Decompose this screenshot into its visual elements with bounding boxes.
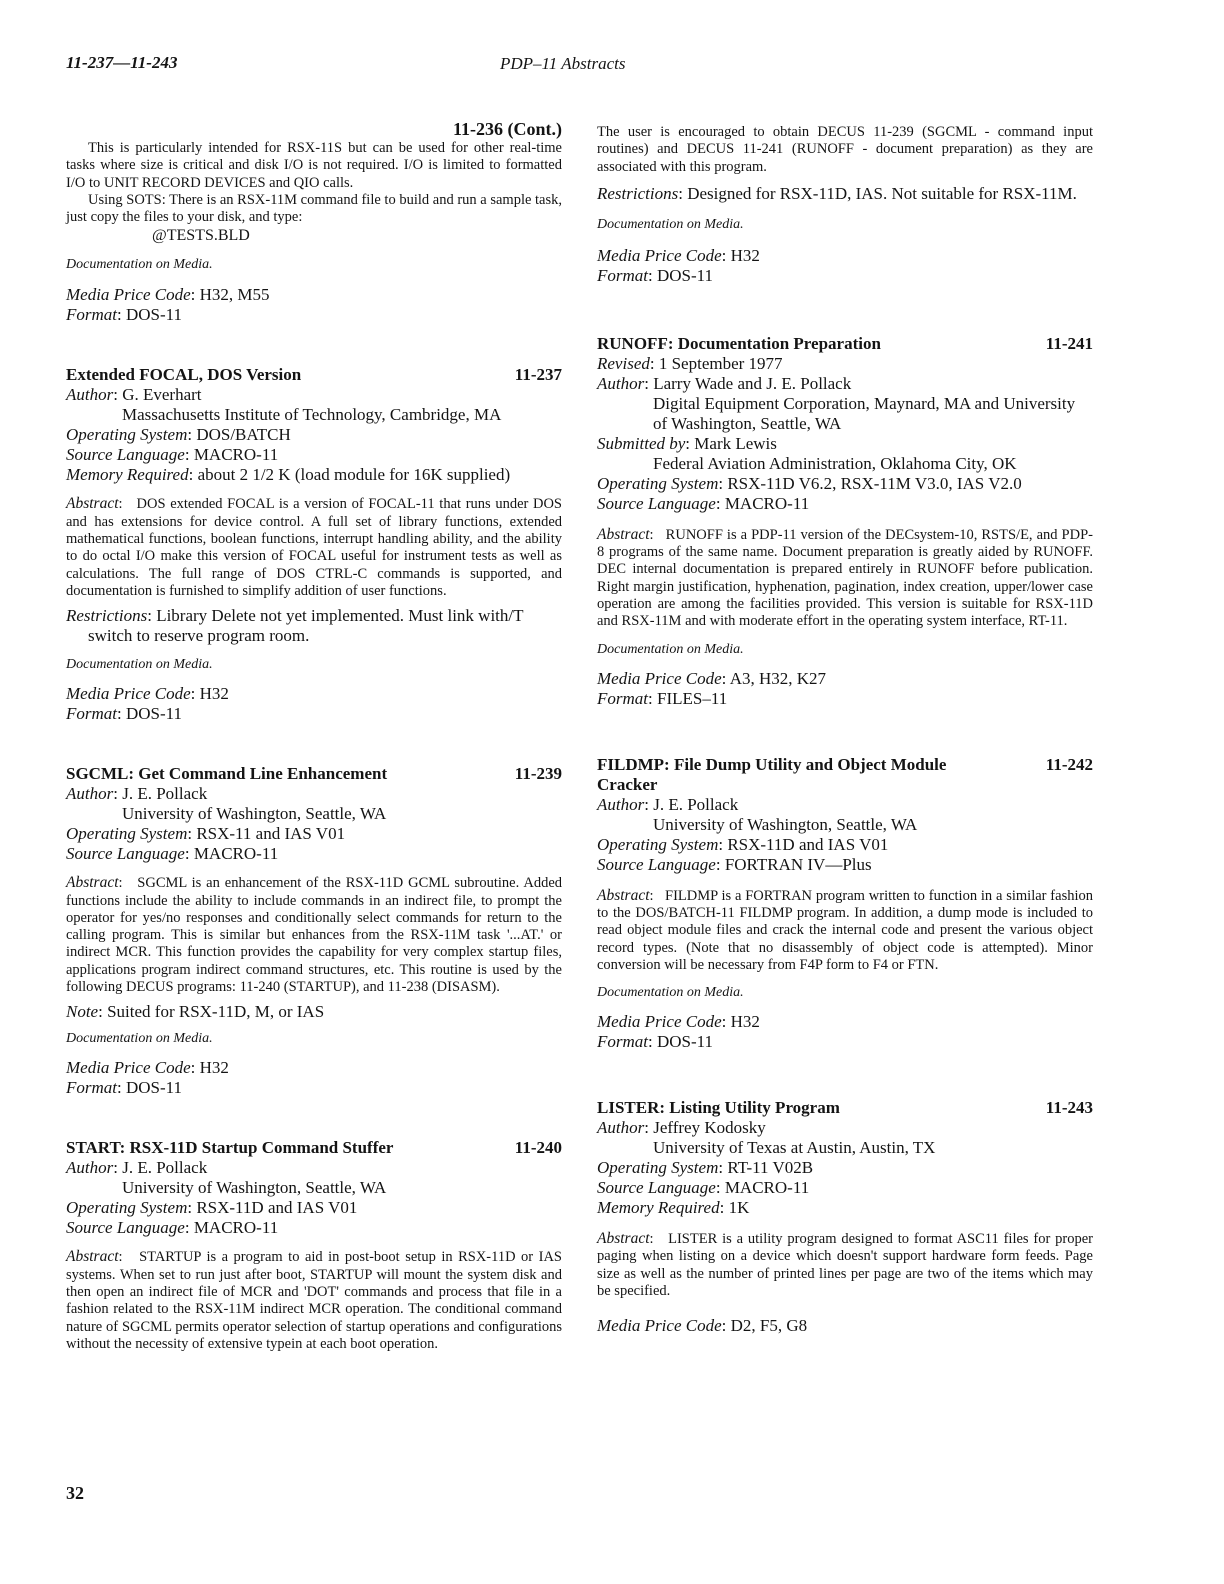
entry-number: 11-243 — [1045, 1098, 1093, 1118]
restrictions-label: Restrictions — [66, 606, 148, 626]
language-line: Source Language: MACRO-11 — [66, 445, 279, 465]
os-value: RSX-11 and IAS V01 — [196, 824, 346, 844]
price-value: D2, F5, G8 — [730, 1316, 808, 1336]
entry-title-row — [597, 334, 1093, 354]
price-label: Media Price Code — [597, 1012, 722, 1032]
format-value: DOS-11 — [656, 265, 714, 285]
entry-heading: 11-236 (Cont.) — [453, 119, 562, 139]
os-value: RSX-11D V6.2, RSX-11M V3.0, IAS V2.0 — [727, 473, 1022, 493]
language-value: MACRO-11 — [193, 445, 279, 465]
entry-number: 11-241 — [1045, 333, 1093, 353]
author-label: Author — [66, 784, 114, 804]
price-value: H32 — [199, 684, 229, 704]
author-value: Larry Wade and J. E. Pollack — [653, 373, 852, 393]
price-value: H32 — [730, 245, 760, 265]
entry-title-row — [66, 365, 562, 385]
format-value: DOS-11 — [125, 704, 183, 724]
price-line: Media Price Code: H32, M55 — [66, 285, 270, 305]
os-value: RT-11 V02B — [727, 1158, 814, 1178]
running-header-range: 11-237—11-243 — [66, 53, 178, 72]
revised-value: 1 September 1977 — [658, 353, 783, 373]
abstract-label: Abstract — [66, 495, 119, 513]
os-value: RSX-11D and IAS V01 — [727, 834, 889, 854]
affiliation: University of Washington, Seattle, WA — [653, 814, 918, 834]
os-label: Operating System — [597, 1158, 719, 1178]
entry-number: 11-237 — [514, 365, 562, 385]
entry-11-243 — [597, 1098, 1093, 1336]
os-value: RSX-11D and IAS V01 — [196, 1198, 358, 1218]
language-label: Source Language — [597, 1178, 716, 1198]
entry-11-241 — [597, 334, 1093, 709]
price-value: A3, H32, K27 — [729, 668, 827, 688]
price-line: Media Price Code: H32 — [66, 684, 229, 704]
entry-title-row — [66, 764, 562, 784]
affiliation: University of Washington, Seattle, WA — [122, 804, 387, 824]
revised-label: Revised — [597, 353, 650, 373]
language-line: Source Language: MACRO-11 — [66, 1218, 279, 1238]
author-value: Jeffrey Kodosky — [653, 1118, 766, 1138]
memory-value: about 2 1/2 K (load module for 16K supplied) — [197, 465, 511, 485]
format-line: Format: DOS-11 — [66, 1078, 183, 1098]
price-line: Media Price Code: D2, F5, G8 — [597, 1316, 808, 1336]
restrictions-line: Restrictions: Designed for RSX-11D, IAS. Not suitable for RSX-11M. — [597, 183, 1077, 203]
author-label: Author — [597, 373, 645, 393]
revised-line: Revised: 1 September 1977 — [597, 353, 783, 373]
abstract: Abstract: SGCML is an enhancement of the RSX-11D GCML subroutine. Added functions include the ability to include commands in an indirect file, to prompt the operator for yes/no responses and conditionally select commands for return to the calling program. This is similar but enhances from the RSX-11M task '...AT.' or indirect MCR. This function provides the capability for very complex startup files, applications program indirect command structures, etc. This routine is used by the following DECUS programs: 11-240 (STARTUP), and 11-238 (DISASM). — [66, 874, 563, 996]
entry-number: 11-242 — [1045, 754, 1093, 774]
author-line: Author: Larry Wade and J. E. Pollack — [597, 373, 852, 393]
author-value: J. E. Pollack — [122, 784, 208, 804]
price-line: Media Price Code: H32 — [597, 1012, 760, 1032]
memory-line: Memory Required: about 2 1/2 K (load module for 16K supplied) — [66, 465, 511, 485]
format-line: Format: DOS-11 — [66, 305, 183, 325]
format-value: DOS-11 — [125, 1078, 183, 1098]
entry-number: 11-239 — [514, 764, 562, 784]
format-line: Format: DOS-11 — [597, 265, 714, 285]
price-label: Media Price Code — [66, 285, 191, 305]
format-label: Format — [66, 704, 117, 724]
abstract: Abstract: DOS extended FOCAL is a version of FOCAL-11 that runs under DOS and has extensions for device control. A full set of library functions, extended mathematical functions, boolean functions, interrupt handling ability, and the ability to do octal I/O make this version of FOCAL useful for instrument tests as well as calculations. The full range of DOS CTRL-C commands is supported, and documentation is furnished to simplify addition of user functions. — [66, 495, 562, 599]
language-label: Source Language — [66, 1218, 185, 1238]
author-line: Author: J. E. Pollack — [597, 794, 739, 814]
language-label: Source Language — [597, 493, 716, 513]
author-line: Author: J. E. Pollack — [66, 784, 208, 804]
language-label: Source Language — [597, 854, 716, 874]
format-line: Format: FILES–11 — [597, 688, 728, 708]
note-line: Note: Suited for RSX-11D, M, or IAS — [66, 1002, 325, 1022]
abstract-text: DOS extended FOCAL is a version of FOCAL-11 that runs under DOS and has extensions for device control. A full set of library functions, extended mathematical functions, boolean functions, interrupt handling ability, and the ability to do octal I/O make this version of FOCAL useful for instrument tests as well as calculations. The full range of DOS CTRL-C commands is supported, and documentation is furnished to simplify addition of user functions. — [66, 496, 562, 599]
os-label: Operating System — [597, 834, 719, 854]
abstract: Abstract: FILDMP is a FORTRAN program written to function in a similar fashion to the DOS/BATCH-11 FILDMP program. In addition, a dump mode is included to read object module files and crack the internal code and present the various object record types. (Note that no disassembly of object code is attempted). Minor conversion will be necessary from F4P form to F4 or FTN. — [597, 886, 1093, 973]
os-value: DOS/BATCH — [196, 425, 291, 445]
price-label: Media Price Code — [597, 245, 722, 265]
os-label: Operating System — [597, 473, 719, 493]
format-value: FILES–11 — [656, 688, 728, 708]
affiliation-wrap — [597, 394, 1093, 434]
os-line: Operating System: RSX-11D and IAS V01 — [66, 1198, 358, 1218]
right-column — [597, 118, 1093, 1336]
language-line: Source Language: FORTRAN IV—Plus — [597, 854, 872, 874]
author-value: G. Everhart — [122, 385, 202, 405]
documentation-note: Documentation on Media. — [597, 985, 744, 1001]
command-line: @TESTS.BLD — [152, 227, 250, 245]
submitted-line: Submitted by: Mark Lewis — [597, 433, 777, 453]
format-value: DOS-11 — [125, 305, 183, 325]
format-value: DOS-11 — [656, 1032, 714, 1052]
restrictions-value: Designed for RSX-11D, IAS. Not suitable for RSX-11M. — [687, 183, 1077, 203]
submitted-label: Submitted by — [597, 433, 686, 453]
memory-label: Memory Required — [66, 465, 189, 485]
author-line: Author: J. E. Pollack — [66, 1158, 208, 1178]
price-line: Media Price Code: H32 — [66, 1058, 229, 1078]
entry-title: FILDMP: File Dump Utility and Object Module Cracker — [597, 754, 947, 794]
abstract: Abstract: LISTER is a utility program designed to format ASC11 files for proper paging when listing on a device which doesn't support hardware form feeds. Page size as well as the number of printed lines per page are two of the items which may be specified. — [597, 1230, 1094, 1300]
format-label: Format — [597, 265, 648, 285]
entry-11-240-cont — [597, 124, 1093, 286]
language-label: Source Language — [66, 844, 185, 864]
restrictions-value: Library Delete not yet implemented. Must link with/T switch to reserve program room. — [88, 606, 524, 646]
os-line: Operating System: RSX-11D and IAS V01 — [597, 834, 889, 854]
running-header-title: PDP–11 Abstracts — [500, 54, 626, 73]
author-value: J. E. Pollack — [653, 794, 739, 814]
os-label: Operating System — [66, 824, 188, 844]
paragraph: This is particularly intended for RSX-11S but can be used for other real-time tasks where size is critical and disk I/O is not required. I/O is limited to formatted I/O to UNIT RECORD DEVICES and QIO calls. — [66, 140, 562, 191]
left-column — [66, 118, 562, 1353]
language-value: MACRO-11 — [724, 493, 810, 513]
entry-11-236-cont — [66, 118, 562, 325]
entry-title: Extended FOCAL, DOS Version — [66, 365, 302, 385]
entry-11-237 — [66, 365, 562, 724]
language-value: MACRO-11 — [193, 844, 279, 864]
memory-label: Memory Required — [597, 1198, 720, 1218]
entry-11-242 — [597, 755, 1093, 1052]
language-line: Source Language: MACRO-11 — [66, 844, 279, 864]
format-label: Format — [66, 305, 117, 325]
affiliation: University of Washington, Seattle, WA — [122, 1178, 387, 1198]
price-label: Media Price Code — [66, 1058, 191, 1078]
abstract-text: FILDMP is a FORTRAN program written to function in a similar fashion to the DOS/BATCH-11 FILDMP program. In addition, a dump mode is included to read object module files and crack the internal code and present the various object record types. (Note that no disassembly of object code is attempted). Minor conversion will be necessary from F4P form to F4 or FTN. — [597, 887, 1093, 973]
page-number: 32 — [66, 1483, 84, 1503]
affiliation: University of Texas at Austin, Austin, TX — [653, 1138, 936, 1158]
documentation-note: Documentation on Media. — [597, 216, 744, 232]
memory-line: Memory Required: 1K — [597, 1198, 750, 1218]
price-label: Media Price Code — [597, 1316, 722, 1336]
os-line: Operating System: RT-11 V02B — [597, 1158, 814, 1178]
abstract-label: Abstract — [66, 874, 119, 892]
language-value: FORTRAN IV—Plus — [724, 854, 872, 874]
entry-title: START: RSX-11D Startup Command Stuffer — [66, 1138, 394, 1158]
memory-value: 1K — [728, 1198, 750, 1218]
author-label: Author — [66, 385, 114, 405]
abstract-label: Abstract — [597, 886, 650, 904]
entry-title-row — [66, 1138, 562, 1158]
price-line: Media Price Code: A3, H32, K27 — [597, 668, 827, 688]
os-label: Operating System — [66, 1198, 188, 1218]
entry-title-row — [597, 755, 1093, 795]
abstract-label: Abstract — [597, 1230, 650, 1248]
affiliation: Digital Equipment Corporation, Maynard, MA and University of Washington, Seattle, WA — [653, 393, 1076, 433]
os-label: Operating System — [66, 425, 188, 445]
language-line: Source Language: MACRO-11 — [597, 493, 810, 513]
entry-11-240 — [66, 1138, 562, 1353]
language-label: Source Language — [66, 445, 185, 465]
submitted-value: Mark Lewis — [694, 433, 777, 453]
format-line: Format: DOS-11 — [597, 1032, 714, 1052]
price-label: Media Price Code — [66, 684, 191, 704]
format-label: Format — [597, 688, 648, 708]
affiliation: Federal Aviation Administration, Oklahoma City, OK — [653, 453, 1017, 473]
os-line: Operating System: RSX-11D V6.2, RSX-11M V3.0, IAS V2.0 — [597, 473, 1022, 493]
price-value: H32, M55 — [199, 285, 270, 305]
price-label: Media Price Code — [597, 668, 722, 688]
entry-title: SGCML: Get Command Line Enhancement — [66, 764, 388, 784]
entry-11-239 — [66, 764, 562, 1098]
abstract-text: LISTER is a utility program designed to format ASC11 files for proper paging when listing on a device which doesn't support hardware form feeds. Page size as well as the number of printed lines per page are two of the items which may be specified. — [597, 1231, 1094, 1300]
author-label: Author — [66, 1158, 114, 1178]
restrictions-label: Restrictions — [597, 183, 679, 203]
documentation-note: Documentation on Media. — [66, 1031, 213, 1047]
entry-title: LISTER: Listing Utility Program — [597, 1098, 840, 1118]
abstract-text: STARTUP is a program to aid in post-boot setup in RSX-11D or IAS systems. When set to run just after boot, STARTUP will mount the system disk and then open an indirect file of MCR and 'DOT' commands and process that file in a fashion related to the RSX-11M indirect MCR operation. The conditional command nature of SGCML permits operator selection of startup operations and configurations without the necessity of extensive typein at each boot operation. — [66, 1249, 563, 1352]
os-line: Operating System: DOS/BATCH — [66, 425, 291, 445]
documentation-note: Documentation on Media. — [66, 657, 213, 673]
entry-number: 11-240 — [514, 1138, 562, 1158]
author-line: Author: G. Everhart — [66, 385, 202, 405]
format-line: Format: DOS-11 — [66, 704, 183, 724]
entry-title-row — [597, 1098, 1093, 1118]
note-label: Note — [66, 1002, 99, 1022]
language-value: MACRO-11 — [193, 1218, 279, 1238]
note-value: Suited for RSX-11D, M, or IAS — [107, 1002, 325, 1022]
restrictions-line: Restrictions: Library Delete not yet implemented. Must link with/T switch to reserve program room. — [66, 606, 524, 646]
abstract-label: Abstract — [66, 1248, 119, 1266]
affiliation: Massachusetts Institute of Technology, Cambridge, MA — [122, 405, 502, 425]
paragraph: Using SOTS: There is an RSX-11M command file to build and run a sample task, just copy the files to your disk, and type: — [66, 191, 563, 226]
format-label: Format — [66, 1078, 117, 1098]
author-label: Author — [597, 794, 645, 814]
format-label: Format — [597, 1032, 648, 1052]
documentation-note: Documentation on Media. — [597, 641, 744, 657]
language-line: Source Language: MACRO-11 — [597, 1178, 810, 1198]
author-line: Author: Jeffrey Kodosky — [597, 1118, 766, 1138]
price-value: H32 — [199, 1058, 229, 1078]
entry-title: RUNOFF: Documentation Preparation — [597, 333, 881, 353]
author-label: Author — [597, 1118, 645, 1138]
author-value: J. E. Pollack — [122, 1158, 208, 1178]
abstract: Abstract: STARTUP is a program to aid in post-boot setup in RSX-11D or IAS systems. When set to run just after boot, STARTUP will mount the system disk and then open an indirect file of MCR and 'DOT' commands and process that file in a fashion related to the RSX-11M indirect MCR operation. The conditional command nature of SGCML permits operator selection of startup operations and configurations without the necessity of extensive typein at each boot operation. — [66, 1248, 563, 1352]
abstract: Abstract: RUNOFF is a PDP-11 version of the DECsystem-10, RSTS/E, and PDP-8 programs of the same name. Document preparation is greatly aided by RUNOFF. DEC internal documentation is prepared entirely in RUNOFF before publication. Right margin justification, hyphenation, pagination, index creation, upper/lower case operation are among the facilities provided. This version is suitable for RSX-11D and RSX-11M and with moderate effort in the operating system interface, RT-11. — [597, 525, 1093, 630]
documentation-note: Documentation on Media. — [66, 257, 213, 273]
abstract-text: RUNOFF is a PDP-11 version of the DECsystem-10, RSTS/E, and PDP-8 programs of the same name. Document preparation is greatly aided by RUNOFF. DEC internal documentation is prepared entirely in RUNOFF before publication. Right margin justification, hyphenation, pagination, index creation, upper/lower case operation are among the facilities provided. This version is suitable for RSX-11D and RSX-11M and with moderate effort in the operating system interface, RT-11. — [597, 526, 1093, 630]
price-line: Media Price Code: H32 — [597, 245, 760, 265]
paragraph: The user is encouraged to obtain DECUS 11-239 (SGCML - command input routines) and DECUS 11-241 (RUNOFF - document preparation) as they are associated with this program. — [597, 124, 1093, 175]
language-value: MACRO-11 — [724, 1178, 810, 1198]
abstract-label: Abstract — [597, 525, 650, 543]
abstract-text: SGCML is an enhancement of the RSX-11D GCML subroutine. Added functions include the ability to include commands in an indirect file, to prompt the operator for yes/no responses and conditionally select commands for return to the calling program. This is similar but enhances from the RSX-11M task '...AT.' or indirect MCR. This function provides the capability for very complex startup files, applications program indirect command structures, etc. This routine is used by the following DECUS programs: 11-240 (STARTUP), and 11-238 (DISASM). — [66, 875, 563, 996]
os-line: Operating System: RSX-11 and IAS V01 — [66, 824, 346, 844]
price-value: H32 — [730, 1012, 760, 1032]
